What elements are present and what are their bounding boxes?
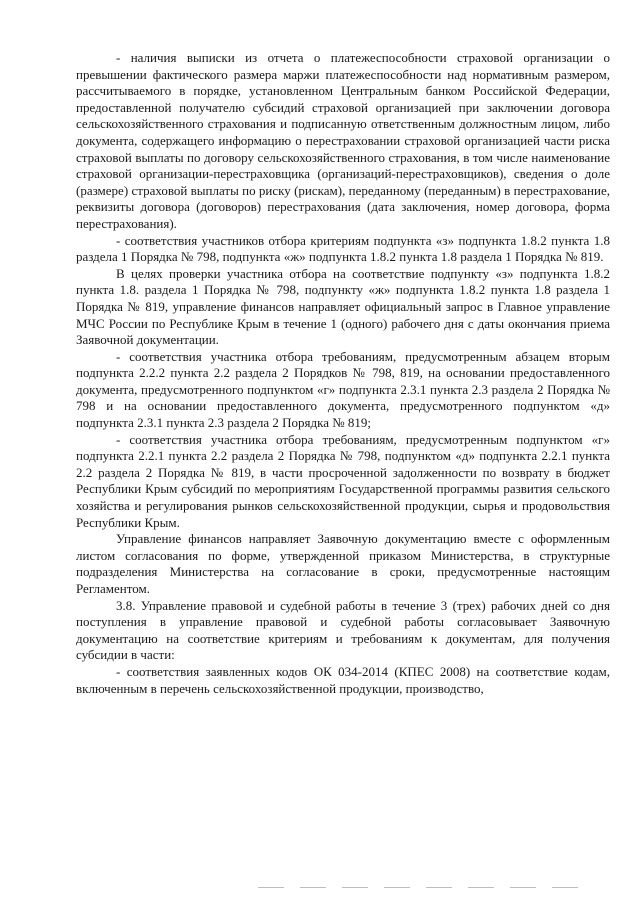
paragraph-okpd-codes: - соответствия заявленных кодов ОК 034-2014 (КПЕС 2008) на соответствие кодам, включенным в перечень сельскохозяйственной продукции, производство, xyxy=(76,663,610,696)
footer-dash xyxy=(510,887,536,888)
footer-dash xyxy=(300,887,326,888)
paragraph-mchs-request: В целях проверки участника отбора на соответствие подпункту «з» подпункта 1.8.2 пункта 1.8. раздела 1 Порядка № 798, подпункту «ж» подпункта 1.8.2 пункта 1.8 раздела 1 Порядка № 819, управление финансов направляет официальный запрос в Главное управление МЧС России по Республике Крым в течение 1 (одного) рабочего дня с даты окончания приема Заявочной документации. xyxy=(76,265,610,348)
footer-dash xyxy=(342,887,368,888)
paragraph-criteria-compliance: - соответствия участников отбора критериям подпункта «з» подпункта 1.8.2 пункта 1.8 раздела 1 Порядка № 798, подпункта «ж» подпункта 1.8.2 пункта 1.8 раздела 1 Порядка № 819. xyxy=(76,232,610,265)
paragraph-requirements-2-2-2: - соответствия участника отбора требованиям, предусмотренным абзацем вторым подпункта 2.2.2 пункта 2.2 раздела 2 Порядков № 798, 819, на основании предоставленного документа, предусмотренного подпунктом «г» подпункта 2.3.1 пункта 2.3 раздела 2 Порядка № 798 и на основании предоставленного документа, предусмотренного подпунктом «д» подпункта 2.3.1 пункта 2.3 раздела 2 Порядка № 819; xyxy=(76,348,610,431)
footer-dash xyxy=(426,887,452,888)
footer-dash xyxy=(468,887,494,888)
paragraph-section-3-8: 3.8. Управление правовой и судебной работы в течение 3 (трех) рабочих дней со дня поступления в управление правовой и судебной работы согласовывает Заявочную документацию на соответствие критериям и требованиям к документам, для получения субсидии в части: xyxy=(76,597,610,663)
footer-dash xyxy=(384,887,410,888)
paragraph-insurance-statement: - наличия выписки из отчета о платежеспособности страховой организации о превышении фактического размера маржи платежеспособности над нормативным размером, рассчитываемого в порядке, установленном Центральным банком Российской Федерации, предоставленной получателю субсидий страховой организацией при заключении договора сельскохозяйственного страхования и подписанную ответственным должностным лицом, либо документа, содержащего информацию о перестраховании страховой организацией части риска страховой выплаты по договору сельскохозяйственного страхования, в том числе наименование страховой организации-перестраховщика (организаций-перестраховщиков), сведения о доле (размере) страховой выплаты по риску (рискам), переданному (переданным) в перестрахование, реквизиты договора (договоров) перестрахования (дата заключения, номер договора, форма перестрахования). xyxy=(76,50,610,231)
paragraph-finance-approval: Управление финансов направляет Заявочную документацию вместе с оформленным листом согласования по форме, утвержденной приказом Министерства, в структурные подразделения Министерства на согласование в сроки, предусмотренные настоящим Регламентом. xyxy=(76,531,610,596)
paragraph-overdue-debt: - соответствия участника отбора требованиям, предусмотренным подпунктом «г» подпункта 2.2.1 пункта 2.2 раздела 2 Порядка № 798, подпунктом «д» подпункта 2.2.1 пункта 2.2 раздела 2 Порядка № 819, в части просроченной задолженности по возврату в бюджет Республики Крым субсидий по мероприятиям Государственной программы развития сельского хозяйства и регулирования рынков сельскохозяйственной продукции, сырья и продовольствия Республики Крым. xyxy=(76,431,610,530)
document-page xyxy=(76,50,610,697)
footer-dash xyxy=(552,887,578,888)
footer-dash xyxy=(258,887,284,888)
